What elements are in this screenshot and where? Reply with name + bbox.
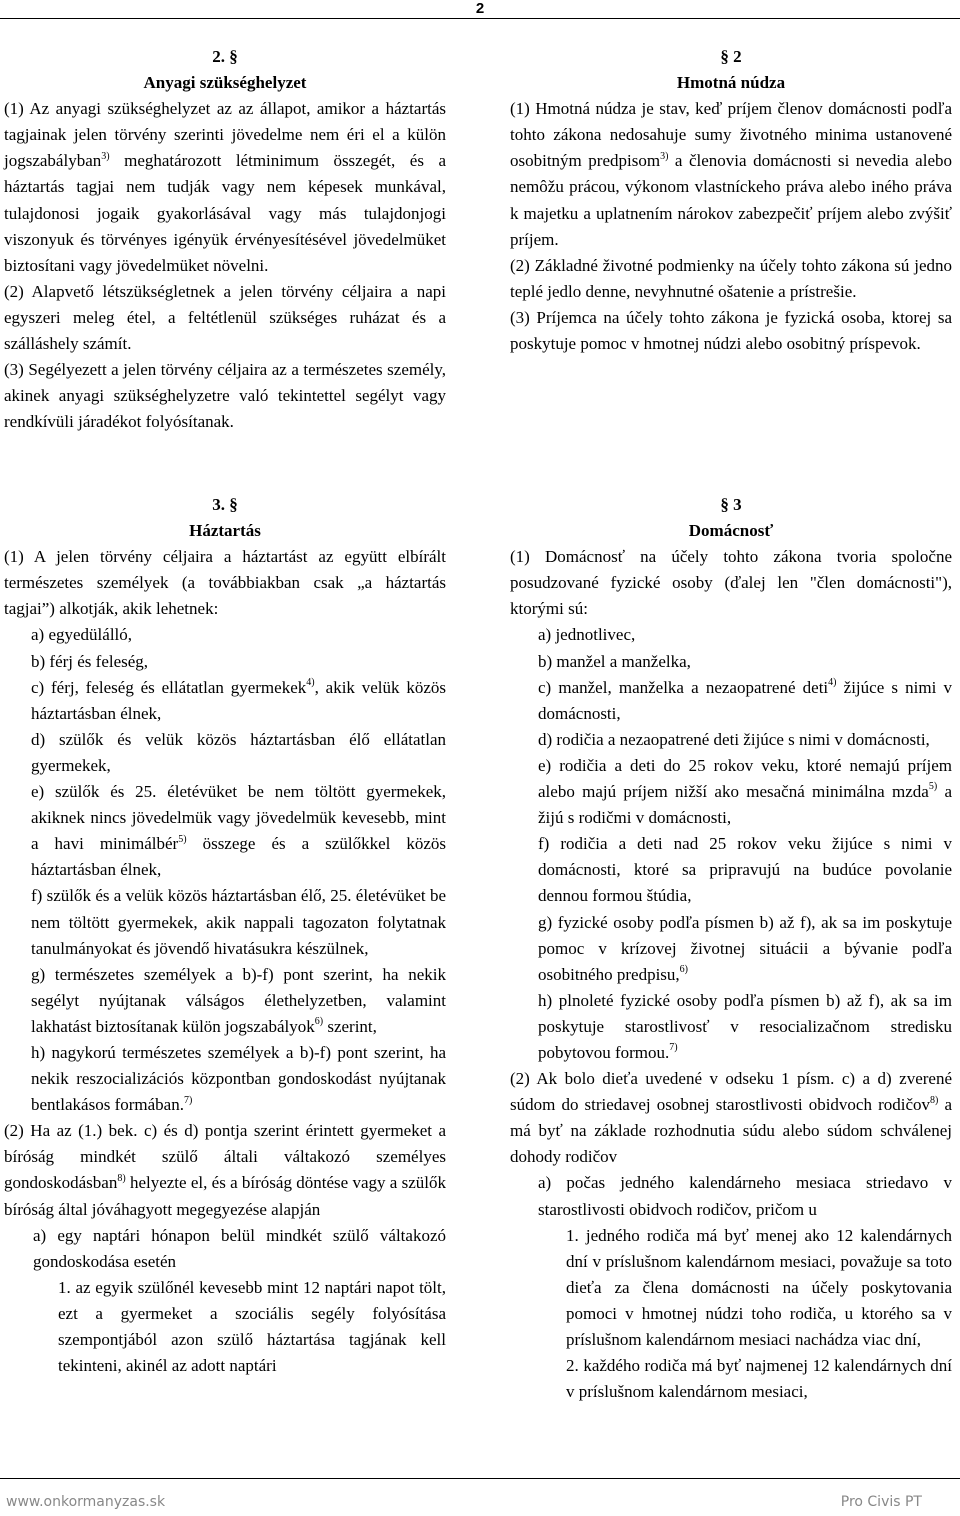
footnote-ref: 6) [679, 964, 688, 976]
footnote-ref: 4) [828, 677, 837, 688]
item-a: a) jednotlivec, [538, 625, 636, 645]
item-f: f) szülők és a velük közös háztartásban élő, 25. életévüket be nem töltött gyermekek, akik nappali tagozaton folytatnak tanulmányokat és jövendő hivatásukra készülnek, [31, 886, 446, 958]
item-d: d) szülők és velük közös háztartásban élő ellátatlan gyermekek, [31, 729, 446, 775]
footnote-ref: 7) [669, 1042, 678, 1054]
text: žijúce s nimi v domácnosti, [538, 677, 952, 723]
text: e) rodičia a deti do 25 rokov veku, ktoré nemajú príjem alebo majú príjem nižší ako mesačná minimálna mzda [538, 755, 952, 802]
footnote-ref: 7) [183, 1094, 193, 1106]
paragraph-2: (2) Alapvető létszükségletnek a jelen törvény céljaira a napi egyszeri meleg étel, a feltétlenül szükséges ruházat és a szálláshely számít. [4, 281, 446, 354]
paragraph-3: (3) Príjemca na účely tohto zákona je fyzická osoba, ktorej sa poskytuje pomoc v hmotnej núdzi alebo osobitný príspevok. [510, 307, 952, 354]
subitem-1: 1. jedného rodiča má byť menej ako 12 kalendárnych dní v príslušnom kalendárnom mesiaci, považuje sa toto dieťa za člena domácnosti na účely poskytovania pomoci v hmotnej núdzi toho rodiča, u ktorého sa v príslušnom kalendárnom mesiaci nachádza viac dní, [566, 1225, 952, 1349]
subitem-1: 1. az egyik szülőnél kevesebb mint 12 naptári napot tölt, ezt a gyermeket a szociális segély folyósítása szempontjából azon szülő háztartása tagjának kell tekinteni, akinél az adott naptári [58, 1277, 446, 1376]
footnote-ref: 6) [314, 1016, 324, 1028]
section-title: Anyagi szükséghelyzet [143, 73, 307, 93]
text: h) plnoleté fyzické osoby podľa písmen b) až f), ak sa im poskytuje starostlivosť v resocializačnom stredisku pobytovou formou. [538, 990, 952, 1062]
sk-section-2 [510, 44, 952, 357]
text: (1) Hmotná núdza je stav, keď príjem členov domácnosti podľa tohto zákona nedosahuje sumy životného minima ustanovené osobitným predpisom [510, 99, 952, 171]
section-number: 2. § [212, 47, 238, 66]
hu-section-2 [4, 44, 446, 435]
paragraph-2 [510, 1066, 952, 1170]
text: , akik velük közös háztartásban élnek, [31, 677, 446, 723]
text: e) szülők és 25. életévüket be nem töltött gyermekek, akiknek nincs jövedelmük vagy jövedelmük kevesebb, mint a havi minimálbér [31, 782, 446, 854]
text: (2) Ak bolo dieťa uvedené v odseku 1 písm. c) a d) zverené súdom do striedavej osobnej starostlivosti obidvoch rodičov [510, 1069, 952, 1115]
section-title: Domácnosť [688, 521, 774, 541]
item-e [510, 753, 952, 831]
text: (1) Az anyagi szükséghelyzet az az állapot, amikor a háztartás tagjainak jelen törvény szerinti jövedelme nem éri el a külön jogszabályban [4, 99, 446, 171]
text: c) manžel, manželka a nezaopatrené deti [538, 677, 829, 697]
paragraph-1: (1) Domácnosť na účely tohto zákona tvoria spoločne posudzované fyzické osoby (ďalej len "člen domácnosti"), ktorými sú: [510, 547, 952, 619]
footnote-ref: 4) [306, 677, 315, 688]
text: h) nagykorú természetes személyek a b)-f) pont szerint, ha nekik reszocializációs központban gondoskodást nyújtanak bentlakásos formában. [31, 1042, 446, 1115]
item-e [4, 779, 446, 883]
section-title: Hmotná núdza [676, 73, 786, 93]
footnote-ref: 8) [930, 1094, 939, 1106]
item-g [4, 962, 446, 1040]
footnote-ref: 3) [660, 150, 669, 162]
paragraph-1 [4, 96, 446, 279]
item-h [4, 1040, 446, 1118]
text: a členovia domácnosti si nevedia alebo nemôžu prácou, výkonom vlastníckeho práva alebo iného práva k majetku a uplatnením nárokov zabezpečiť príjem alebo zvýšiť príjem. [510, 151, 952, 249]
footnote-ref: 3) [101, 150, 110, 162]
footer-organization: Pro Civis PT [840, 1494, 922, 1510]
footnote-ref: 5) [928, 781, 938, 793]
paragraph-1 [510, 96, 952, 253]
subitem-a: a) počas jedného kalendárneho mesiaca striedavo v starostlivosti obidvoch rodičov, pričom u [538, 1173, 952, 1219]
paragraph-2: (2) Základné životné podmienky na účely tohto zákona sú jedno teplé jedlo denne, nevyhnutné ošatenie a prístrešie. [510, 255, 952, 301]
text: a má byť na základe rozhodnutia súdu alebo súdom schválenej dohody rodičov [510, 1095, 952, 1167]
page-number: 2 [475, 0, 485, 17]
section-number: § 2 [720, 47, 742, 66]
text: helyezte el, és a bíróság döntése vagy a szülők bíróság által jóváhagyott megegyezése alapján [4, 1173, 446, 1219]
item-c [4, 675, 446, 727]
text: (2) Ha az (1.) bek. c) és d) pontja szerint érintett gyermeket a bíróság mindkét szülő általi váltakozó személyes gondoskodásban [4, 1121, 446, 1193]
text: g) természetes személyek a b)-f) pont szerint, ha nekik segélyt nyújtanak válságos élethelyzetben, valamint lakhatást biztosítanak külön jogszabályok [31, 964, 446, 1036]
item-a: a) egyedülálló, [31, 625, 133, 645]
section-number: 3. § [212, 495, 238, 514]
text: összege és a szülőkkel közös háztartásban élnek, [31, 834, 447, 880]
text: a žijú s rodičmi v domácnosti, [538, 782, 952, 828]
text: c) férj, feleség és ellátatlan gyermekek [31, 677, 307, 697]
paragraph-3: (3) Segélyezett a jelen törvény céljaira az a természetes személy, akinek anyagi szükséghelyzetre való tekintettel segélyt vagy rendkívüli járadékot folyósítanak. [4, 360, 446, 432]
paragraph-2 [4, 1118, 446, 1222]
header-divider [0, 18, 960, 19]
item-b: b) manžel a manželka, [538, 651, 691, 671]
text: szerint, [323, 1016, 377, 1036]
item-h [510, 988, 952, 1066]
section-number: § 3 [720, 495, 742, 514]
footer-divider [0, 1478, 960, 1479]
hu-section-3 [4, 492, 446, 1379]
item-b: b) férj és feleség, [31, 651, 149, 671]
item-f: f) rodičia a deti nad 25 rokov veku žijúce s nimi v domácnosti, ktoré sa pripravujú na budúce povolanie dennou formou štúdia, [538, 834, 952, 906]
subitem-a: a) egy naptári hónapon belül mindkét szülő váltakozó gondoskodása esetén [33, 1225, 446, 1271]
item-c [510, 675, 952, 727]
paragraph-1: (1) A jelen törvény céljaira a háztartást az együtt elbírált természetes személyek (a továbbiakban csak „a háztartás tagjai”) alkotják, akik lehetnek: [4, 547, 446, 619]
footer-website: www.onkormanyzas.sk [6, 1494, 166, 1510]
sk-section-3 [510, 492, 952, 1405]
subitem-2: 2. každého rodiča má byť najmenej 12 kalendárnych dní v príslušnom kalendárnom mesiaci, [566, 1356, 952, 1402]
footnote-ref: 8) [117, 1172, 126, 1184]
section-title: Háztartás [189, 521, 261, 541]
footnote-ref: 5) [178, 833, 187, 845]
text: g) fyzické osoby podľa písmen b) až f), ak sa im poskytuje pomoc v krízovej životnej situácii a bývanie podľa osobitného predpisu, [538, 912, 952, 984]
text: meghatározott létminimum összegét, és a háztartás tagjai nem tudják vagy nem képesek munkával, tulajdonosi jogaik gyakorlásával vagy más tulajdonjogi viszonyuk és törvényes igényük érvényesítésével jövedelmüket biztosítani vagy jövedelmüket növelni. [4, 151, 446, 275]
item-d: d) rodičia a nezaopatrené deti žijúce s nimi v domácnosti, [538, 729, 930, 749]
item-g [510, 910, 952, 988]
